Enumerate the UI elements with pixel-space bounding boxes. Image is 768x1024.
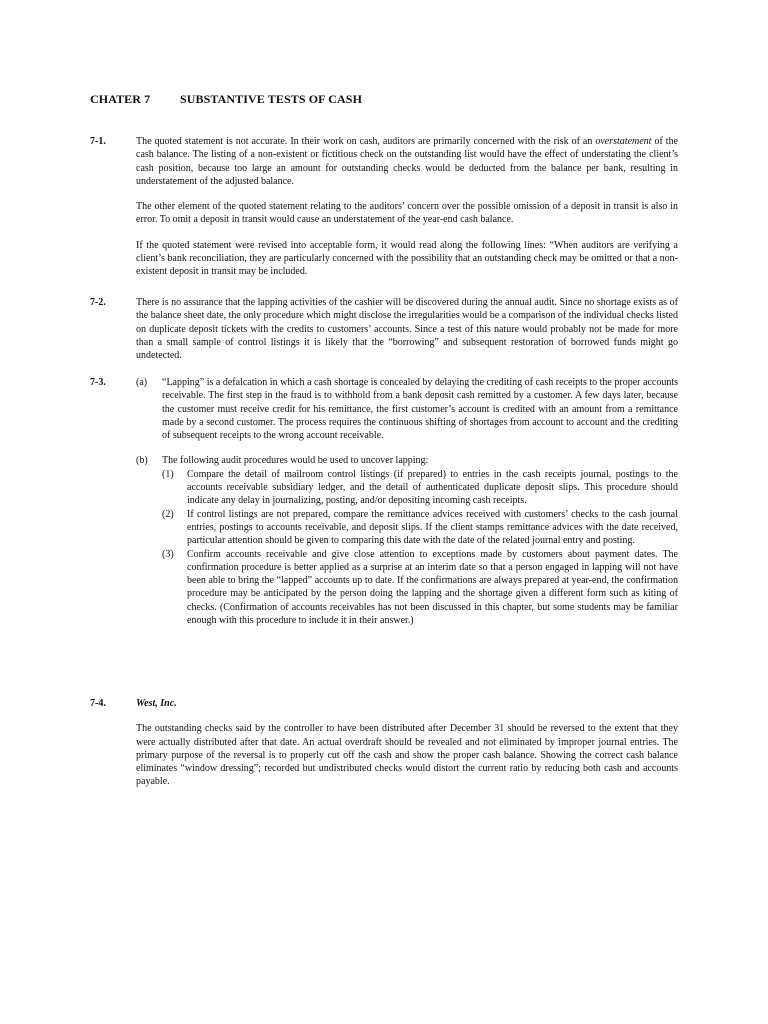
problem-7-2 <box>90 296 678 374</box>
chapter-number: CHATER 7 <box>90 92 151 106</box>
part-text: “Lapping” is a defalcation in which a cash shortage is concealed by delaying the crediting of cash receipts to the proper accounts receivable. The first step in the fraud is to withhold from a bank deposit cash remitted by a customer. A few days later, because the customer must receive credit for his remittance, the first customer’s account is credited with an amount from a remittance made by a second customer. The process requires the continuous shifting of shortages from account to account and the crediting of subsequent receipts to the wrong account receivable. <box>162 377 678 442</box>
procedure-label: (1) <box>162 468 174 480</box>
problem-body <box>136 376 678 627</box>
chapter-heading <box>90 93 362 106</box>
procedure-text: Confirm accounts receivable and give close attention to exceptions made by customers about payment dates. The confirmation procedure is better applied as a surprise at an interim date so that a person engaged in lapping will not have been able to bring the “lapped” accounts up to date. If the confirmations are always prepared at year-end, the confirmation procedure may be anticipated by the person doing the lapping and the shortage given a different form such as kiting of checks. (Confirmation of accounts receivables has not been discussed in this chapter, but some students may be familiar enough with this procedure to include it in their answer.) <box>187 548 678 627</box>
problem-7-1 <box>90 135 678 291</box>
paragraph: The outstanding checks said by the controller to have been distributed after December 31 should be reversed to the extent that they were actually distributed after that date. An actual overdraft should be revealed and not eliminated by improper journal entries. The primary purpose of the reversal is to properly cut off the cash and show the proper cash balance. Showing the correct cash balance eliminates “window dressing”; recorded but undistributed checks would distort the current ratio by reducing both cash and accounts payable. <box>136 723 678 788</box>
procedure-2 <box>162 508 678 548</box>
case-title: West, Inc. <box>136 698 177 709</box>
chapter-title: SUBSTANTIVE TESTS OF CASH <box>180 92 363 106</box>
paragraph: The other element of the quoted statement relating to the auditors’ concern over the possible omission of a deposit in transit is also in error. To omit a deposit in transit would cause an understatement of the year-end cash balance. <box>136 201 678 226</box>
text-run: of the cash balance. The listing of a non-existent or fictitious check on the outstanding list would have the effect of understating the client’s cash position, because too large an amount for outstanding checks would be deducted from the balance per bank, resulting in understatement of the adjusted balance. <box>136 136 679 187</box>
problem-7-3 <box>90 376 678 639</box>
problem-body <box>136 135 678 279</box>
problem-7-4 <box>90 697 678 801</box>
problem-number: 7-1. <box>90 136 106 147</box>
problem-number: 7-2. <box>90 297 106 308</box>
part-label: (a) <box>136 377 148 388</box>
italic-text: overstatement <box>595 136 652 147</box>
procedure-text: Compare the detail of mailroom control listings (if prepared) to entries in the cash receipts journal, postings to the accounts receivable subsidiary ledger, and the detail of authenticated duplicate deposit slips. This procedure should indicate any delay in journalizing, posting, and/or depositing incoming cash receipts. <box>187 468 678 507</box>
procedure-label: (3) <box>162 548 174 560</box>
part-a <box>136 376 678 442</box>
problem-number: 7-3. <box>90 377 106 388</box>
problem-number: 7-4. <box>90 698 106 709</box>
procedure-label: (2) <box>162 508 174 520</box>
procedure-text: If control listings are not prepared, compare the remittance advices received with customers’ checks to the cash journal entries, postings to accounts receivable, and deposit slips. If the client stamps remittance advices with the date received, particular attention should be given to comparing this date with the date of the related journal entry and posting. <box>187 508 678 547</box>
procedure-3 <box>162 548 678 628</box>
paragraph: There is no assurance that the lapping activities of the cashier will be discovered during the annual audit. Since no shortage exists as of the balance sheet date, the only procedure which might disclose the irregularities would be a comparison of the individual checks listed on duplicate deposit tickets with the credits to customers’ accounts. Since a test of this nature would probably not be made for more than a small sample of control listings it is likely that the “borrowing” and subsequent restoration of borrowed funds might go undetected. <box>136 297 678 362</box>
part-text: The following audit procedures would be used to uncover lapping: <box>162 455 429 467</box>
problem-body <box>136 296 678 362</box>
part-b <box>136 454 678 627</box>
text-run: The quoted statement is not accurate. In their work on cash, auditors are primarily concerned with the risk of an <box>136 136 596 147</box>
paragraph <box>136 135 678 188</box>
procedure-1 <box>162 468 678 508</box>
part-label: (b) <box>136 455 148 467</box>
paragraph: If the quoted statement were revised into acceptable form, it would read along the following lines: “When auditors are verifying a client’s bank reconciliation, they are particularly concerned with the possibility that an outstanding check may be omitted or that a non-existent deposit in transit may be included. <box>136 239 678 278</box>
problem-body <box>136 697 678 789</box>
